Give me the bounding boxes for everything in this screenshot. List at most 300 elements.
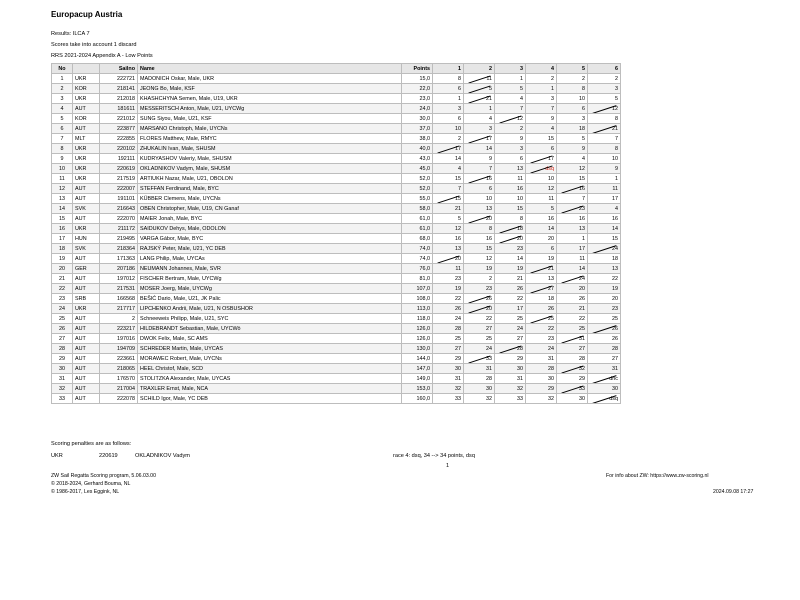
race-4-cell: 10 — [526, 174, 557, 184]
race-2-cell: 11 — [464, 74, 495, 84]
table-row — [52, 304, 621, 314]
race-2-cell: 14 — [464, 144, 495, 154]
race-6-cell: 7 — [588, 134, 621, 144]
points-cell: 130,0 — [402, 344, 433, 354]
rank-cell: 9 — [52, 154, 73, 164]
race-3-cell: 5 — [495, 84, 526, 94]
nation-cell: AUT — [73, 314, 100, 324]
nation-cell: MLT — [73, 134, 100, 144]
race-5-cell: 20 — [557, 284, 588, 294]
race-6-cell: dnc — [588, 374, 621, 384]
rank-cell: 16 — [52, 224, 73, 234]
header-race-3: 3 — [495, 64, 526, 74]
race-5-cell: 5 — [557, 134, 588, 144]
race-6-cell: 5 — [588, 94, 621, 104]
table-row — [52, 344, 621, 354]
race-6-cell: 17 — [588, 194, 621, 204]
race-6-cell: 26 — [588, 324, 621, 334]
nation-cell: AUT — [73, 334, 100, 344]
race-5-cell: 8 — [557, 84, 588, 94]
race-3-cell: 25 — [495, 314, 526, 324]
footer-program: ZW Sail Regatta Scoring program, 5.06.03.00 — [51, 473, 156, 479]
rank-cell: 25 — [52, 314, 73, 324]
penalty-nat: UKR — [51, 453, 63, 459]
name-cell: Schneeweis Philipp, Male, U21, SYC — [138, 314, 402, 324]
race-5-cell: 3 — [557, 114, 588, 124]
sailno-cell: 222855 — [100, 134, 138, 144]
race-5-cell: 27 — [557, 344, 588, 354]
race-2-cell: 1 — [464, 104, 495, 114]
race-6-cell: 22 — [588, 274, 621, 284]
nation-cell: AUT — [73, 354, 100, 364]
points-cell: 81,0 — [402, 274, 433, 284]
race-4-cell: 4 — [526, 124, 557, 134]
table-row — [52, 84, 621, 94]
race-3-cell: 32 — [495, 384, 526, 394]
race-5-cell: 21 — [557, 304, 588, 314]
race-4-cell: 6 — [526, 144, 557, 154]
race-6-cell: 15 — [588, 234, 621, 244]
race-5-cell: 33 — [557, 384, 588, 394]
table-row — [52, 144, 621, 154]
race-5-cell: 17 — [557, 244, 588, 254]
points-cell: 37,0 — [402, 124, 433, 134]
table-body — [52, 74, 621, 404]
race-2-cell: 30 — [464, 384, 495, 394]
sailno-cell: 207186 — [100, 264, 138, 274]
rank-cell: 22 — [52, 284, 73, 294]
race-6-cell: 9 — [588, 164, 621, 174]
race-4-cell: 13 — [526, 274, 557, 284]
header-race-6: 6 — [588, 64, 621, 74]
nation-cell: AUT — [73, 284, 100, 294]
race-2-cell: 6 — [464, 184, 495, 194]
race-4-cell: 1 — [526, 84, 557, 94]
points-cell: 108,0 — [402, 294, 433, 304]
name-cell: RAJSKÝ Peter, Male, U21, YC DEB — [138, 244, 402, 254]
race-4-cell: 27 — [526, 284, 557, 294]
race-2-cell: 31 — [464, 364, 495, 374]
nation-cell: AUT — [73, 194, 100, 204]
race-2-cell: 26 — [464, 294, 495, 304]
rank-cell: 31 — [52, 374, 73, 384]
sailno-cell: 218141 — [100, 84, 138, 94]
race-2-cell: 4 — [464, 114, 495, 124]
header-sailno: Sailno — [100, 64, 138, 74]
race-5-cell: 28 — [557, 354, 588, 364]
race-5-cell: 26 — [557, 294, 588, 304]
points-cell: 153,0 — [402, 384, 433, 394]
race-2-cell: 25 — [464, 334, 495, 344]
race-6-cell: 20 — [588, 294, 621, 304]
race-3-cell: 21 — [495, 274, 526, 284]
sailno-cell: 171363 — [100, 254, 138, 264]
rank-cell: 8 — [52, 144, 73, 154]
points-cell: 74,0 — [402, 244, 433, 254]
race-1-cell: 16 — [433, 234, 464, 244]
header-race-4: 4 — [526, 64, 557, 74]
points-cell: 74,0 — [402, 254, 433, 264]
race-6-cell: 18 — [588, 254, 621, 264]
race-3-cell: 1 — [495, 74, 526, 84]
table-row — [52, 104, 621, 114]
name-cell: VARGA Gábor, Male, BYC — [138, 234, 402, 244]
sailno-cell: 223877 — [100, 124, 138, 134]
points-cell: 113,0 — [402, 304, 433, 314]
table-row — [52, 374, 621, 384]
race-5-cell: 24 — [557, 274, 588, 284]
nation-cell: UKR — [73, 74, 100, 84]
race-1-cell: 31 — [433, 374, 464, 384]
table-row — [52, 164, 621, 174]
race-1-cell: 23 — [433, 274, 464, 284]
race-2-cell: 21 — [464, 94, 495, 104]
race-1-cell: 20 — [433, 254, 464, 264]
race-6-cell: 19 — [588, 284, 621, 294]
table-row — [52, 154, 621, 164]
table-row — [52, 384, 621, 394]
nation-cell: UKR — [73, 154, 100, 164]
race-3-cell: 24 — [495, 324, 526, 334]
race-2-cell: 19 — [464, 264, 495, 274]
nation-cell: SVK — [73, 244, 100, 254]
sailno-cell: 217004 — [100, 384, 138, 394]
points-cell: 43,0 — [402, 154, 433, 164]
header-race-1: 1 — [433, 64, 464, 74]
nation-cell: AUT — [73, 344, 100, 354]
table-header-row — [52, 64, 621, 74]
race-4-cell: 25 — [526, 314, 557, 324]
name-cell: HEEL Christof, Male, SCD — [138, 364, 402, 374]
sailno-cell: 176570 — [100, 374, 138, 384]
race-6-cell: 23 — [588, 304, 621, 314]
header-race-2: 2 — [464, 64, 495, 74]
race-2-cell: 8 — [464, 224, 495, 234]
race-4-cell: 19 — [526, 254, 557, 264]
sailno-cell: 211172 — [100, 224, 138, 234]
nation-cell: SRB — [73, 294, 100, 304]
points-cell: 61,0 — [402, 224, 433, 234]
nation-cell: UKR — [73, 304, 100, 314]
name-cell: MESSERITSCH Anton, Male, U21, UYCWg — [138, 104, 402, 114]
race-4-cell: 7 — [526, 104, 557, 114]
race-6-cell: 25 — [588, 314, 621, 324]
points-cell: 68,0 — [402, 234, 433, 244]
rank-cell: 32 — [52, 384, 73, 394]
header-no: No — [52, 64, 73, 74]
race-5-cell: 23 — [557, 204, 588, 214]
rank-cell: 11 — [52, 174, 73, 184]
rank-cell: 18 — [52, 244, 73, 254]
sailno-cell: 222070 — [100, 214, 138, 224]
points-cell: 22,0 — [402, 84, 433, 94]
race-1-cell: 8 — [433, 74, 464, 84]
race-3-cell: 22 — [495, 294, 526, 304]
name-cell: SAIDUKOV Dehys, Male, ODOLON — [138, 224, 402, 234]
race-4-cell: 30 — [526, 374, 557, 384]
name-cell: LANG Philip, Male, UYCAs — [138, 254, 402, 264]
name-cell: FISCHER Bertram, Male, UYCWg — [138, 274, 402, 284]
points-cell: 147,0 — [402, 364, 433, 374]
race-2-cell: 12 — [464, 254, 495, 264]
race-4-cell: 14 — [526, 224, 557, 234]
table-row — [52, 244, 621, 254]
table-row — [52, 284, 621, 294]
race-5-cell: 14 — [557, 264, 588, 274]
race-5-cell: 22 — [557, 314, 588, 324]
race-2-cell: 27 — [464, 324, 495, 334]
race-1-cell: 17 — [433, 144, 464, 154]
sailno-cell: 222078 — [100, 394, 138, 404]
race-3-cell: 23 — [495, 244, 526, 254]
race-5-cell: 29 — [557, 374, 588, 384]
table-row — [52, 334, 621, 344]
table-row — [52, 184, 621, 194]
results-table — [51, 63, 621, 404]
rank-cell: 14 — [52, 204, 73, 214]
race-1-cell: 32 — [433, 384, 464, 394]
race-1-cell: 12 — [433, 224, 464, 234]
race-3-cell: 10 — [495, 194, 526, 204]
table-row — [52, 194, 621, 204]
nation-cell: SVK — [73, 204, 100, 214]
name-cell: SUNG Siyou, Male, U21, KSF — [138, 114, 402, 124]
race-5-cell: 16 — [557, 214, 588, 224]
race-6-cell: 13 — [588, 264, 621, 274]
penalty-detail: race 4: dsq, 34 --> 34 points, dsq — [393, 453, 475, 459]
race-3-cell: 17 — [495, 304, 526, 314]
nation-cell: AUT — [73, 324, 100, 334]
rank-cell: 28 — [52, 344, 73, 354]
race-4-cell: 16 — [526, 214, 557, 224]
nation-cell: AUT — [73, 124, 100, 134]
rank-cell: 33 — [52, 394, 73, 404]
table-row — [52, 134, 621, 144]
race-4-cell: 15 — [526, 134, 557, 144]
footer-copyright-2: © 1986-2017, Les Eggink, NL — [51, 489, 120, 495]
rank-cell: 30 — [52, 364, 73, 374]
race-3-cell: 12 — [495, 114, 526, 124]
race-6-cell: 12 — [588, 104, 621, 114]
race-2-cell: 32 — [464, 394, 495, 404]
nation-cell: KOR — [73, 84, 100, 94]
race-4-cell: 6 — [526, 244, 557, 254]
race-2-cell: 24 — [464, 344, 495, 354]
name-cell: KUDRYASHOV Valeriy, Male, SHUSM — [138, 154, 402, 164]
header-nat — [73, 64, 100, 74]
rank-cell: 1 — [52, 74, 73, 84]
race-3-cell: 11 — [495, 174, 526, 184]
nation-cell: AUT — [73, 104, 100, 114]
race-3-cell: 16 — [495, 184, 526, 194]
sailno-cell: 192111 — [100, 154, 138, 164]
nation-cell: UKR — [73, 174, 100, 184]
sailno-cell: 217531 — [100, 284, 138, 294]
table-row — [52, 274, 621, 284]
race-2-cell: 2 — [464, 274, 495, 284]
race-3-cell: 33 — [495, 394, 526, 404]
sailno-cell: 191101 — [100, 194, 138, 204]
race-4-cell: 22 — [526, 324, 557, 334]
sailno-cell: 223217 — [100, 324, 138, 334]
race-1-cell: 30 — [433, 364, 464, 374]
race-6-cell: 27 — [588, 354, 621, 364]
points-cell: 118,0 — [402, 314, 433, 324]
race-4-cell: 31 — [526, 354, 557, 364]
name-cell: STOLITZKA Alexander, Male, UYCAS — [138, 374, 402, 384]
table-row — [52, 94, 621, 104]
race-3-cell: 13 — [495, 164, 526, 174]
race-4-cell: dsq — [526, 164, 557, 174]
rank-cell: 10 — [52, 164, 73, 174]
name-cell: SCHILD Igor, Male, YC DEB — [138, 394, 402, 404]
results-line: Results: ILCA 7 — [51, 31, 90, 37]
race-2-cell: 20 — [464, 304, 495, 314]
race-5-cell: 11 — [557, 254, 588, 264]
race-3-cell: 14 — [495, 254, 526, 264]
race-5-cell: 4 — [557, 154, 588, 164]
points-cell: 126,0 — [402, 334, 433, 344]
race-3-cell: 4 — [495, 94, 526, 104]
race-6-cell: 16 — [588, 214, 621, 224]
race-1-cell: 2 — [433, 134, 464, 144]
nation-cell: UKR — [73, 94, 100, 104]
race-2-cell: 33 — [464, 354, 495, 364]
name-cell: DWOK Felix, Male, SC AMS — [138, 334, 402, 344]
nation-cell: KOR — [73, 114, 100, 124]
rank-cell: 17 — [52, 234, 73, 244]
race-2-cell: 23 — [464, 284, 495, 294]
name-cell: HILDEBRANDT Sebastian, Male, UYCWö — [138, 324, 402, 334]
name-cell: BEŠIĆ Dario, Male, U21, JK Palic — [138, 294, 402, 304]
race-3-cell: 26 — [495, 284, 526, 294]
race-5-cell: 12 — [557, 164, 588, 174]
table-row — [52, 124, 621, 134]
race-5-cell: 13 — [557, 224, 588, 234]
name-cell: MADONICH Oskar, Male, UKR — [138, 74, 402, 84]
table-row — [52, 254, 621, 264]
rrs-line: RRS 2021-2024 Appendix A - Low Points — [51, 53, 153, 59]
race-6-cell: 8 — [588, 144, 621, 154]
sailno-cell: 181611 — [100, 104, 138, 114]
footer-info: For info about ZW: https://www.zw-scoring.nl — [606, 473, 709, 479]
race-1-cell: 25 — [433, 334, 464, 344]
race-3-cell: 15 — [495, 204, 526, 214]
race-5-cell: 16 — [557, 184, 588, 194]
name-cell: ZHUKALIN Ivan, Male, SHUSM — [138, 144, 402, 154]
points-cell: 76,0 — [402, 264, 433, 274]
name-cell: JEONG Bo, Male, KSF — [138, 84, 402, 94]
table-row — [52, 224, 621, 234]
table-row — [52, 394, 621, 404]
race-4-cell: 23 — [526, 334, 557, 344]
sailno-cell: 166568 — [100, 294, 138, 304]
race-2-cell: 9 — [464, 154, 495, 164]
name-cell: OKLADNIKOV Vadym, Male, SHUSM — [138, 164, 402, 174]
race-2-cell: 3 — [464, 124, 495, 134]
rank-cell: 7 — [52, 134, 73, 144]
sailno-cell: 217717 — [100, 304, 138, 314]
sailno-cell: 197016 — [100, 334, 138, 344]
race-6-cell: 30 — [588, 384, 621, 394]
race-2-cell: 5 — [464, 84, 495, 94]
sailno-cell: 222721 — [100, 74, 138, 84]
discard-line: Scores take into account 1 discard — [51, 42, 137, 48]
header-points: Points — [402, 64, 433, 74]
race-2-cell: 20 — [464, 214, 495, 224]
points-cell: 40,0 — [402, 144, 433, 154]
race-1-cell: 13 — [433, 244, 464, 254]
race-4-cell: 2 — [526, 74, 557, 84]
penalty-name: OKLADNIKOV Vadym — [135, 453, 190, 459]
document-title: Europacup Austria — [51, 10, 123, 19]
nation-cell: AUT — [73, 184, 100, 194]
table-row — [52, 214, 621, 224]
rank-cell: 2 — [52, 84, 73, 94]
table-row — [52, 74, 621, 84]
race-5-cell: 9 — [557, 144, 588, 154]
race-1-cell: 6 — [433, 114, 464, 124]
name-cell: MORAWEC Robert, Male, UYCNs — [138, 354, 402, 364]
sailno-cell: 220619 — [100, 164, 138, 174]
race-4-cell: 11 — [526, 194, 557, 204]
race-5-cell: 2 — [557, 74, 588, 84]
race-4-cell: 17 — [526, 154, 557, 164]
sailno-cell: 218065 — [100, 364, 138, 374]
points-cell: 30,0 — [402, 114, 433, 124]
race-6-cell: 10 — [588, 154, 621, 164]
race-5-cell: 15 — [557, 174, 588, 184]
rank-cell: 27 — [52, 334, 73, 344]
points-cell: 58,0 — [402, 204, 433, 214]
sailno-cell: 216643 — [100, 204, 138, 214]
nation-cell: AUT — [73, 254, 100, 264]
footer-timestamp: 2024.09.08 17:27 — [713, 489, 754, 495]
race-1-cell: 14 — [433, 154, 464, 164]
name-cell: FLORES Matthew, Male, RMYC — [138, 134, 402, 144]
nation-cell: AUT — [73, 374, 100, 384]
race-1-cell: 3 — [433, 104, 464, 114]
race-6-cell: 21 — [588, 124, 621, 134]
race-3-cell: 19 — [495, 264, 526, 274]
race-5-cell: 30 — [557, 394, 588, 404]
race-3-cell: 2 — [495, 124, 526, 134]
race-3-cell: 30 — [495, 364, 526, 374]
nation-cell: GER — [73, 264, 100, 274]
nation-cell: AUT — [73, 384, 100, 394]
header-race-5: 5 — [557, 64, 588, 74]
race-1-cell: 7 — [433, 184, 464, 194]
sailno-cell: 220102 — [100, 144, 138, 154]
race-6-cell: 28 — [588, 344, 621, 354]
race-4-cell: 3 — [526, 94, 557, 104]
race-1-cell: 27 — [433, 344, 464, 354]
name-cell: SCHREDER Martin, Male, UYCAS — [138, 344, 402, 354]
rank-cell: 5 — [52, 114, 73, 124]
race-6-cell: 2 — [588, 74, 621, 84]
race-1-cell: 21 — [433, 204, 464, 214]
rank-cell: 12 — [52, 184, 73, 194]
race-4-cell: 12 — [526, 184, 557, 194]
table-row — [52, 294, 621, 304]
sailno-cell: 217519 — [100, 174, 138, 184]
race-4-cell: 20 — [526, 234, 557, 244]
race-2-cell: 10 — [464, 194, 495, 204]
name-cell: TRAXLER Ernst, Male, NCA — [138, 384, 402, 394]
points-cell: 61,0 — [402, 214, 433, 224]
race-1-cell: 10 — [433, 124, 464, 134]
race-1-cell: 28 — [433, 324, 464, 334]
